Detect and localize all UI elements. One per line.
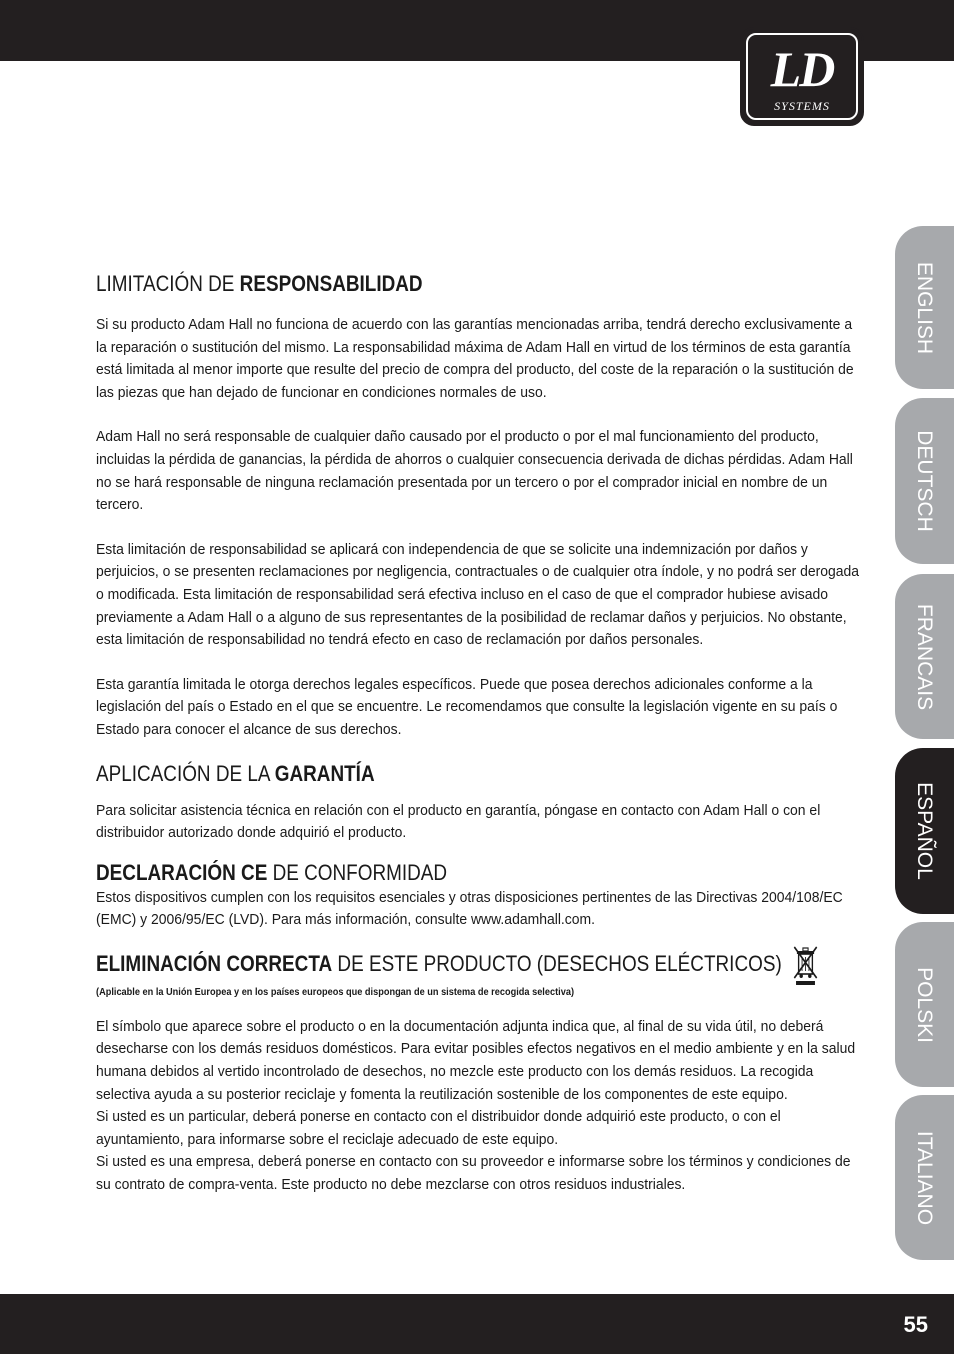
title-light: LIMITACIÓN DE: [96, 271, 240, 296]
paragraph: El símbolo que aparece sobre el producto o en la documentación adjunta indica que, al final de su vida útil, no deberá desecharse con los demás residuos domésticos. Para evitar posibles efectos negativos en el medio ambiente y en la salud humana debidos al vertido incontrolado de desechos, no mezcle este producto con los demás residuos. La recogida selectiva ayuda a su posterior reciclaje y fomenta la reutilización sostenible de los componentes de este equipo.: [96, 1017, 856, 1103]
tab-label: FRANCAIS: [913, 603, 936, 710]
paragraph: Estos dispositivos cumplen con los requisitos esenciales y otras disposiciones pertinentes de las Directivas 2004/108/EC (EMC) y 2006/95/EC (LVD). Para más información, consulte www.adamhall.com.: [96, 888, 843, 929]
tab-francais[interactable]: [895, 574, 954, 739]
tab-english[interactable]: [895, 226, 954, 389]
footer-bar: [0, 1294, 954, 1354]
title-bold: GARANTÍA: [274, 760, 375, 786]
note-ue: (Aplicable en la Unión Europea y en los países europeos que dispongan de un sistema de recogida selectiva): [96, 986, 575, 998]
tab-label: ENGLISH: [913, 261, 937, 354]
tab-espanol[interactable]: [895, 748, 954, 914]
section-title-limitacion: [96, 270, 753, 298]
tab-label: ESPAÑOL: [913, 782, 936, 880]
paragraph: Si usted es una empresa, deberá ponerse en contacto con su proveedor e informarse sobre los términos y condiciones de su contrato de compra-venta. Este producto no debe mezclarse con otros residuos industriales.: [96, 1153, 851, 1194]
page-number: 55: [903, 1312, 928, 1337]
tab-deutsch[interactable]: [895, 398, 954, 564]
section-title-eliminacion: [96, 944, 782, 986]
paragraph: Si usted es un particular, deberá ponerse en contacto con el distribuidor donde adquirió este producto, o con el ayuntamiento, para informarse sobre el reciclaje adecuado de este equipo.: [96, 1108, 781, 1148]
tab-label: DEUTSCH: [913, 430, 937, 532]
paragraph: Esta garantía limitada le otorga derechos legales específicos. Puede que posea derechos adicionales conforme a la legislación del país o Estado en el que se encuentre. Le recomendamos que consulte la legislación vigente en su país o Estado para conocer el alcance de sus derechos.: [96, 675, 838, 738]
title-bold: ELIMINACIÓN CORRECTA: [96, 950, 333, 976]
paragraph: Esta limitación de responsabilidad se aplicará con independencia de que se solicite una indemnización por daños y perjuicios, o se presenten reclamaciones por negligencia, contractuales o de cualquier otra índole, y no podrá ser derogada o modificada. Esta limitación de responsabilidad será efectiva incluso en el caso de que el comprador hubiese avisado previamente a Adam Hall o a alguno de sus representantes de la posibilidad de reclamar daños y perjuicios. No obstante, esta limitación de responsabilidad no tendrá efecto en caso de reclamación por daños personales.: [96, 540, 860, 649]
paragraph: Si su producto Adam Hall no funciona de acuerdo con las garantías mencionadas arriba, tendrá derecho exclusivamente a la reparación o sustitución del mismo. La responsabilidad máxima de Adam Hall en virtud de los términos de esta garantía está limitada al menor importe que resulte del precio de compra del producto, del coste de la reparación o la sustitución de las piezas que han dejado de funcionar en condiciones normales de uso.: [96, 316, 854, 401]
logo-subtitle: SYSTEMS: [774, 99, 830, 113]
section-title-aplicacion: [96, 760, 753, 788]
title-bold: DECLARACIÓN CE: [96, 859, 268, 885]
section-title-declaracion: [96, 859, 753, 887]
weee-crossed-bin-icon: [790, 944, 819, 986]
title-light: DE CONFORMIDAD: [267, 859, 448, 885]
paragraph: Adam Hall no será responsable de cualquier daño causado por el producto o por el mal funcionamiento del producto, incluidas la pérdida de ganancias, la pérdida de ahorros o cualquier consecuencia derivada de dichas pérdidas. Adam Hall no se hará responsable de ninguna reclamación presentada por un tercero o por el comprador inicial en nombre de un tercero.: [96, 428, 853, 514]
tab-label: ITALIANO: [913, 1130, 937, 1225]
title-light: APLICACIÓN DE LA: [96, 760, 275, 786]
ld-systems-logo: [740, 27, 864, 126]
title-bold: RESPONSABILIDAD: [239, 271, 423, 296]
paragraph: Para solicitar asistencia técnica en relación con el producto en garantía, póngase en contacto con Adam Hall o con el distribuidor autorizado donde adquirió el producto.: [96, 801, 821, 842]
tab-label: POLSKI: [913, 966, 936, 1043]
title-light: DE ESTE PRODUCTO (DESECHOS ELÉCTRICOS): [332, 950, 782, 976]
logo-mark: LD: [770, 41, 834, 97]
main-content: [96, 270, 860, 1197]
tab-polski[interactable]: [895, 922, 954, 1087]
tab-italiano[interactable]: [895, 1095, 954, 1260]
logo-frame: [746, 33, 858, 120]
